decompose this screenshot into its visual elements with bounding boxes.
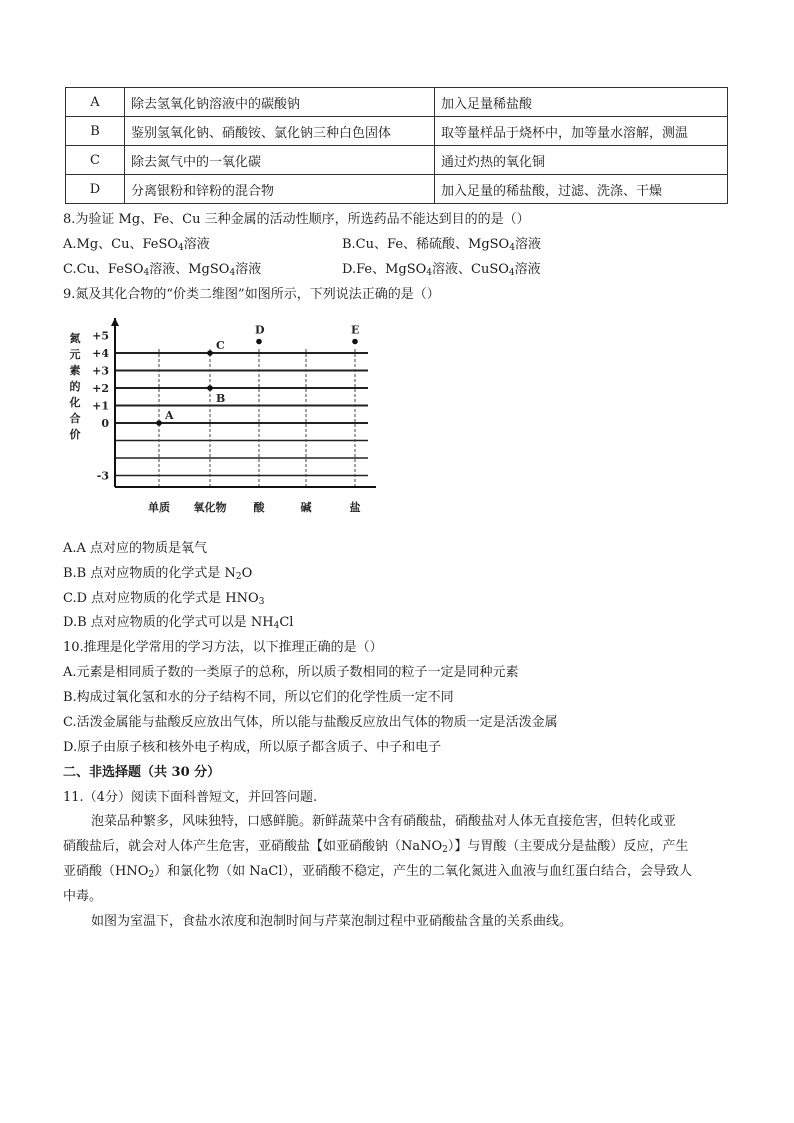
q11-paragraph-2: 如图为室温下，食盐水浓度和泡制时间与芹菜泡制过程中亚硝酸盐含量的关系曲线。 — [91, 914, 573, 929]
q8-option-b: B.Cu、Fe、稀硫酸、MgSO$_4$溶液 — [342, 237, 541, 253]
y-tick-label: +5 — [92, 329, 109, 343]
q11-paragraph-line: 中毒。 — [63, 889, 103, 904]
section-heading: 二、非选择题（共 30 分） — [63, 765, 221, 780]
row-purpose: 鉴别氢氧化钠、硝酸铵、氯化钠三种白色固体 — [125, 117, 435, 146]
q8-stem: 8.为验证 Mg、Fe、Cu 三种金属的活动性顺序，所选药品不能达到目的的是（） — [63, 212, 530, 227]
y-tick-label: +2 — [92, 382, 109, 395]
y-tick-label: +1 — [92, 399, 109, 413]
q10-option-d: D.原子由原子核和核外电子构成，所以原子都含质子、中子和电子 — [63, 740, 442, 755]
data-point — [156, 420, 162, 426]
y-axis-arrow-icon — [111, 318, 119, 326]
y-tick-label: -3 — [96, 469, 109, 483]
table-row — [66, 175, 728, 204]
y-axis-label-char: 氮 — [69, 332, 81, 345]
x-tick-label: 单质 — [148, 501, 170, 514]
x-tick-label: 酸 — [253, 501, 265, 514]
row-letter: C — [66, 146, 125, 175]
data-point — [207, 350, 213, 356]
y-axis-label-char: 化 — [69, 396, 81, 409]
row-method: 取等量样品于烧杯中，加等量水溶解，测温 — [435, 117, 728, 146]
y-axis-label-char: 合 — [69, 412, 81, 425]
q8-option-d: D.Fe、MgSO$_4$溶液、CuSO$_4$溶液 — [342, 262, 541, 278]
data-point-label: E — [351, 323, 360, 337]
q9-option-d: D.B 点对应物质的化学式可以是 $NH_4Cl$ — [63, 615, 294, 631]
data-point-label: C — [216, 339, 225, 352]
q9-option-c: C.D 点对应物质的化学式是 $HNO_3$ — [63, 591, 265, 607]
q9-stem: 9.氮及其化合物的“价类二维图”如图所示，下列说法正确的是（） — [63, 287, 440, 302]
table-row — [66, 146, 728, 175]
q10-option-a: A.元素是相同质子数的一类原子的总称，所以质子数相同的粒子一定是同种元素 — [63, 665, 519, 680]
q11-paragraph-line: 泡菜品种繁多，风味独特，口感鲜脆。新鲜蔬菜中含有硝酸盐，硝酸盐对人体无直接危害，但转化或亚 — [91, 814, 677, 829]
row-purpose: 除去氢氧化钠溶液中的碳酸钠 — [125, 88, 435, 117]
q11-paragraph-line: 硝酸盐后，就会对人体产生危害，亚硝酸盐【如亚硝酸钠（NaNO$_2$）】与胃酸（主要成分是盐酸）反应，产生 — [63, 839, 689, 855]
q9-option-b: B.B 点对应物质的化学式是 $N_2O$ — [63, 566, 253, 582]
valence-class-chart — [63, 312, 383, 522]
row-method: 通过灼热的氧化铜 — [435, 146, 728, 175]
data-point — [352, 339, 358, 345]
row-letter: B — [66, 117, 125, 146]
x-tick-label: 盐 — [349, 501, 361, 514]
row-method: 加入足量稀盐酸 — [435, 88, 728, 117]
x-tick-label: 氧化物 — [193, 501, 227, 514]
data-point — [207, 385, 213, 391]
data-point — [256, 339, 262, 345]
y-axis-label-char: 素 — [69, 364, 81, 377]
y-axis-label-char: 价 — [69, 428, 81, 441]
row-purpose: 除去氮气中的一氧化碳 — [125, 146, 435, 175]
row-purpose: 分离银粉和锌粉的混合物 — [125, 175, 435, 204]
data-point-label: D — [255, 323, 265, 337]
table-row — [66, 117, 728, 146]
q9-option-a: A.A 点对应的物质是氧气 — [63, 541, 208, 556]
row-letter: A — [66, 88, 125, 117]
y-tick-label: +4 — [92, 347, 109, 360]
table-row — [66, 88, 728, 117]
q11-stem: 11.（4分）阅读下面科普短文，并回答问题. — [63, 790, 318, 805]
q10-stem: 10.推理是化学常用的学习方法，以下推理正确的是（） — [63, 640, 383, 655]
y-axis-label-char: 的 — [69, 380, 81, 393]
y-tick-label: 0 — [101, 417, 109, 430]
q10-option-b: B.构成过氧化氢和水的分子结构不同，所以它们的化学性质一定不同 — [63, 690, 454, 705]
y-tick-label: +3 — [92, 364, 109, 378]
q10-option-c: C.活泼金属能与盐酸反应放出气体，所以能与盐酸反应放出气体的物质一定是活泼金属 — [63, 715, 558, 730]
q8-option-a: A.Mg、Cu、FeSO$_4$溶液 — [63, 237, 210, 253]
q11-paragraph-line: 亚硝酸$(HNO_2)$和氯化物（如 NaCl），亚硝酸不稳定，产生的二氧化氮进入血液与血红蛋白结合，会导致人 — [63, 864, 692, 880]
data-point-label: B — [216, 392, 226, 405]
y-axis-label-char: 元 — [69, 348, 81, 361]
x-tick-label: 碱 — [300, 501, 312, 514]
options-table — [65, 87, 728, 204]
row-letter: D — [66, 175, 125, 204]
row-method: 加入足量的稀盐酸，过滤、洗涤、干燥 — [435, 175, 728, 204]
q8-option-c: C.Cu、FeSO$_4$溶液、MgSO$_4$溶液 — [63, 262, 262, 278]
data-point-label: A — [165, 409, 174, 422]
